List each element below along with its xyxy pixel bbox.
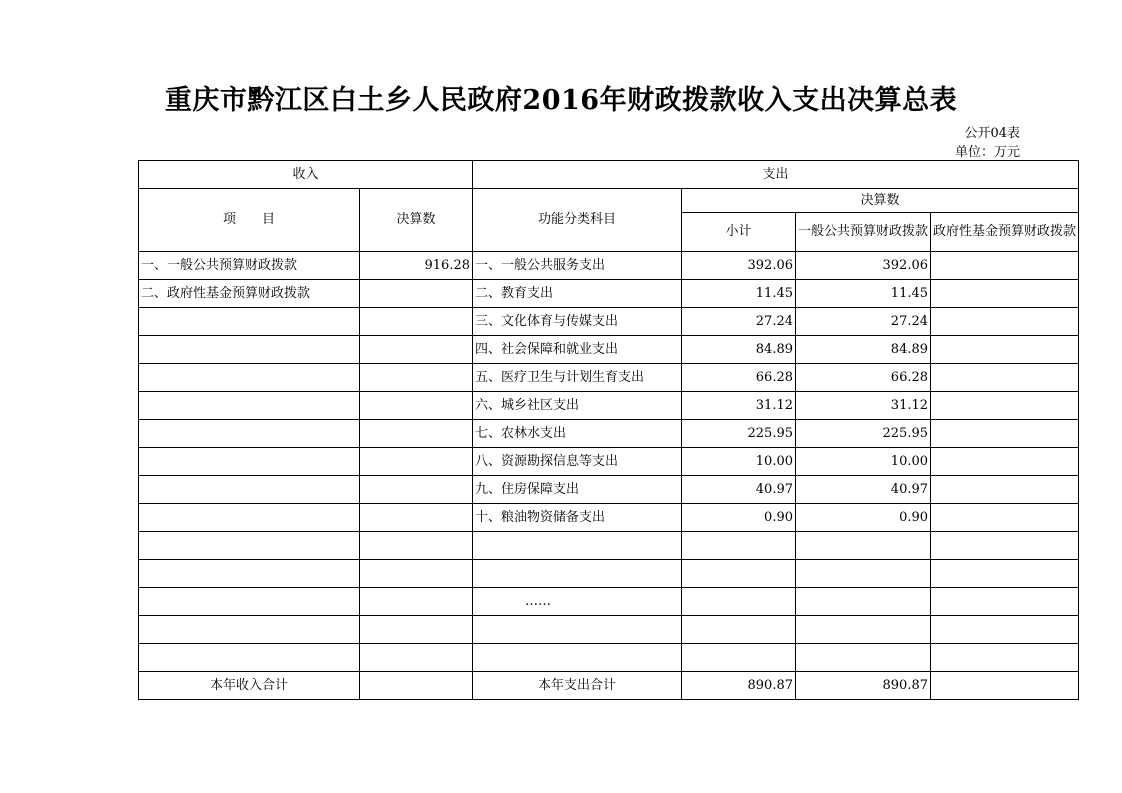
expense-item-cell: 二、教育支出 (473, 280, 682, 308)
expense-gov-fund-cell (931, 280, 1079, 308)
table-row (139, 532, 1079, 560)
expense-subtotal-cell (682, 588, 796, 616)
table-row (139, 560, 1079, 588)
total-expense-general-budget: 890.87 (796, 672, 931, 700)
expense-item-cell: 三、文化体育与传媒支出 (473, 308, 682, 336)
expense-item-cell (473, 532, 682, 560)
income-item-cell: 一、一般公共预算财政拨款 (139, 252, 360, 280)
table-row (139, 252, 1079, 280)
income-item-cell (139, 336, 360, 364)
expense-gov-fund-cell (931, 392, 1079, 420)
expense-general-budget-cell (796, 532, 931, 560)
expense-general-budget-cell: 0.90 (796, 504, 931, 532)
expense-item-cell (473, 616, 682, 644)
expense-subtotal-cell: 11.45 (682, 280, 796, 308)
income-amount-cell (360, 476, 473, 504)
income-item-cell (139, 448, 360, 476)
table-row (139, 280, 1079, 308)
income-amount-cell: 916.28 (360, 252, 473, 280)
expense-item-cell: 十、粮油物资储备支出 (473, 504, 682, 532)
income-amount-cell (360, 504, 473, 532)
expense-gov-fund-cell (931, 476, 1079, 504)
expense-general-budget-cell: 66.28 (796, 364, 931, 392)
expense-subtotal-cell: 225.95 (682, 420, 796, 448)
table-row (139, 448, 1079, 476)
expense-general-budget-cell: 225.95 (796, 420, 931, 448)
expense-gov-fund-cell (931, 504, 1079, 532)
table-row (139, 364, 1079, 392)
expense-gov-fund-cell (931, 308, 1079, 336)
total-expense-gov-fund (931, 672, 1079, 700)
total-expense-label: 本年支出合计 (473, 672, 682, 700)
total-income-label: 本年收入合计 (139, 672, 360, 700)
expense-header: 支出 (473, 161, 1079, 189)
table-row (139, 588, 1079, 616)
item-header: 项 目 (139, 189, 360, 252)
expense-gov-fund-cell (931, 420, 1079, 448)
income-item-cell: 二、政府性基金预算财政拨款 (139, 280, 360, 308)
expense-gov-fund-cell (931, 532, 1079, 560)
header-row-2 (139, 189, 1079, 213)
expense-gov-fund-cell (931, 336, 1079, 364)
total-income-amount (360, 672, 473, 700)
expense-general-budget-cell: 84.89 (796, 336, 931, 364)
expense-general-budget-cell: 40.97 (796, 476, 931, 504)
table-row (139, 504, 1079, 532)
table-row (139, 336, 1079, 364)
income-item-cell (139, 476, 360, 504)
expense-subtotal-cell: 10.00 (682, 448, 796, 476)
header-row-1 (139, 161, 1079, 189)
expense-general-budget-cell: 10.00 (796, 448, 931, 476)
expense-gov-fund-cell (931, 448, 1079, 476)
expense-item-cell: 一、一般公共服务支出 (473, 252, 682, 280)
expense-item-cell: 八、资源勘探信息等支出 (473, 448, 682, 476)
expense-gov-fund-cell (931, 252, 1079, 280)
table-row (139, 616, 1079, 644)
income-item-cell (139, 364, 360, 392)
income-item-cell (139, 560, 360, 588)
income-amount-cell (360, 532, 473, 560)
income-item-cell (139, 392, 360, 420)
income-item-cell (139, 616, 360, 644)
expense-subtotal-cell (682, 532, 796, 560)
table-row (139, 392, 1079, 420)
table-row (139, 644, 1079, 672)
general-budget-header: 一般公共预算财政拨款 (796, 213, 931, 252)
expense-subtotal-cell: 31.12 (682, 392, 796, 420)
income-item-cell (139, 588, 360, 616)
expense-item-cell: 五、医疗卫生与计划生育支出 (473, 364, 682, 392)
expense-item-cell: …… (473, 588, 682, 616)
expense-general-budget-cell (796, 588, 931, 616)
expense-subtotal-cell: 27.24 (682, 308, 796, 336)
page-title: 重庆市黔江区白土乡人民政府2016年财政拨款收入支出决算总表 (164, 85, 958, 116)
form-number: 公开04表 (964, 126, 1020, 141)
income-amount-cell (360, 448, 473, 476)
table-row (139, 308, 1079, 336)
income-header: 收入 (139, 161, 473, 189)
income-amount-cell (360, 280, 473, 308)
expense-subtotal-cell: 40.97 (682, 476, 796, 504)
expense-subtotal-cell: 392.06 (682, 252, 796, 280)
expense-general-budget-cell (796, 644, 931, 672)
income-amount-cell (360, 392, 473, 420)
expense-gov-fund-cell (931, 588, 1079, 616)
total-expense-subtotal: 890.87 (682, 672, 796, 700)
income-amount-cell (360, 616, 473, 644)
finance-summary-table (138, 160, 1079, 700)
income-item-cell (139, 420, 360, 448)
expense-item-cell: 四、社会保障和就业支出 (473, 336, 682, 364)
expense-subtotal-cell (682, 616, 796, 644)
unit-label: 单位：万元 (954, 145, 1020, 160)
income-item-cell (139, 532, 360, 560)
expense-item-cell (473, 644, 682, 672)
expense-gov-fund-cell (931, 560, 1079, 588)
expense-gov-fund-cell (931, 644, 1079, 672)
income-item-cell (139, 308, 360, 336)
income-amount-cell (360, 420, 473, 448)
expense-subtotal-cell: 84.89 (682, 336, 796, 364)
expense-item-cell: 六、城乡社区支出 (473, 392, 682, 420)
expense-subtotal-cell: 66.28 (682, 364, 796, 392)
expense-item-cell: 七、农林水支出 (473, 420, 682, 448)
expense-item-cell (473, 560, 682, 588)
func-class-header: 功能分类科目 (473, 189, 682, 252)
income-amount-cell (360, 364, 473, 392)
expense-subtotal-cell (682, 560, 796, 588)
expense-general-budget-cell: 392.06 (796, 252, 931, 280)
income-amount-cell (360, 336, 473, 364)
expense-item-cell: 九、住房保障支出 (473, 476, 682, 504)
expense-general-budget-cell: 27.24 (796, 308, 931, 336)
table-row (139, 420, 1079, 448)
subtotal-header: 小计 (682, 213, 796, 252)
income-item-cell (139, 504, 360, 532)
income-item-cell (139, 644, 360, 672)
income-amount-cell (360, 644, 473, 672)
gov-fund-header: 政府性基金预算财政拨款 (931, 213, 1079, 252)
income-amount-cell (360, 588, 473, 616)
expense-general-budget-cell: 11.45 (796, 280, 931, 308)
expense-general-budget-cell (796, 616, 931, 644)
final-amount-header: 决算数 (360, 189, 473, 252)
final-amount-group-header: 决算数 (682, 189, 1079, 213)
income-amount-cell (360, 308, 473, 336)
expense-subtotal-cell (682, 644, 796, 672)
expense-general-budget-cell (796, 560, 931, 588)
income-amount-cell (360, 560, 473, 588)
expense-subtotal-cell: 0.90 (682, 504, 796, 532)
table-row (139, 476, 1079, 504)
total-row (139, 672, 1079, 700)
expense-gov-fund-cell (931, 616, 1079, 644)
expense-general-budget-cell: 31.12 (796, 392, 931, 420)
expense-gov-fund-cell (931, 364, 1079, 392)
